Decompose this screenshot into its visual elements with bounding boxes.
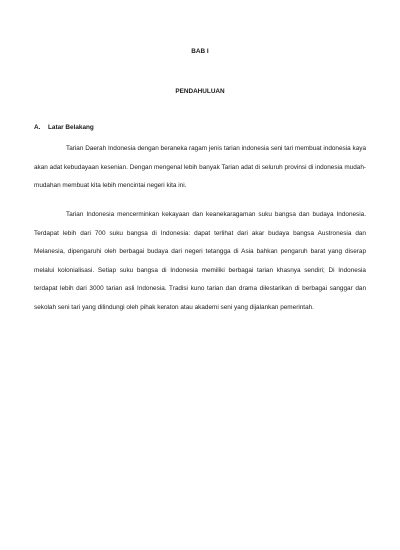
paragraph-1: Tarian Daerah Indonesia dengan beraneka ragam jenis tarian indonesia seni tari membuat indonesia kaya akan adat kebudayaan kesenian. Dengan mengenal lebih banyak Tarian adat di seluruh provinsi di indonesia mudah-mudahan membuat kita lebih mencintai negeri kita ini. — [34, 145, 366, 190]
paragraph-2: Tarian Indonesia mencerminkan kekayaan dan keanekaragaman suku bangsa dan budaya Indonesia. Terdapat lebih dari 700 suku bangsa di Indonesia: dapat terlihat dari akar budaya bangsa Austronesia dan Melanesia, dipengaruhi oleh berbagai budaya dari negeri tetangga di Asia bahkan pengaruh barat yang diserap melalui kolonialisasi. Setiap suku bangsa di Indonesia memiliki berbagai tarian khasnya sendiri; Di Indonesia terdapat lebih dari 3000 tarian asli Indonesia. Tradisi kuno tarian dan drama dilestarikan di berbagai sanggar dan sekolah seni tari yang dilindungi oleh pihak keraton atau akademi seni yang dijalankan pemerintah. — [34, 211, 366, 311]
section-heading — [34, 124, 94, 131]
chapter-number: BAB I — [191, 48, 209, 55]
section-letter: A. — [34, 124, 41, 131]
section-title: Latar Belakang — [48, 124, 94, 131]
chapter-title: PENDAHULUAN — [175, 88, 225, 95]
